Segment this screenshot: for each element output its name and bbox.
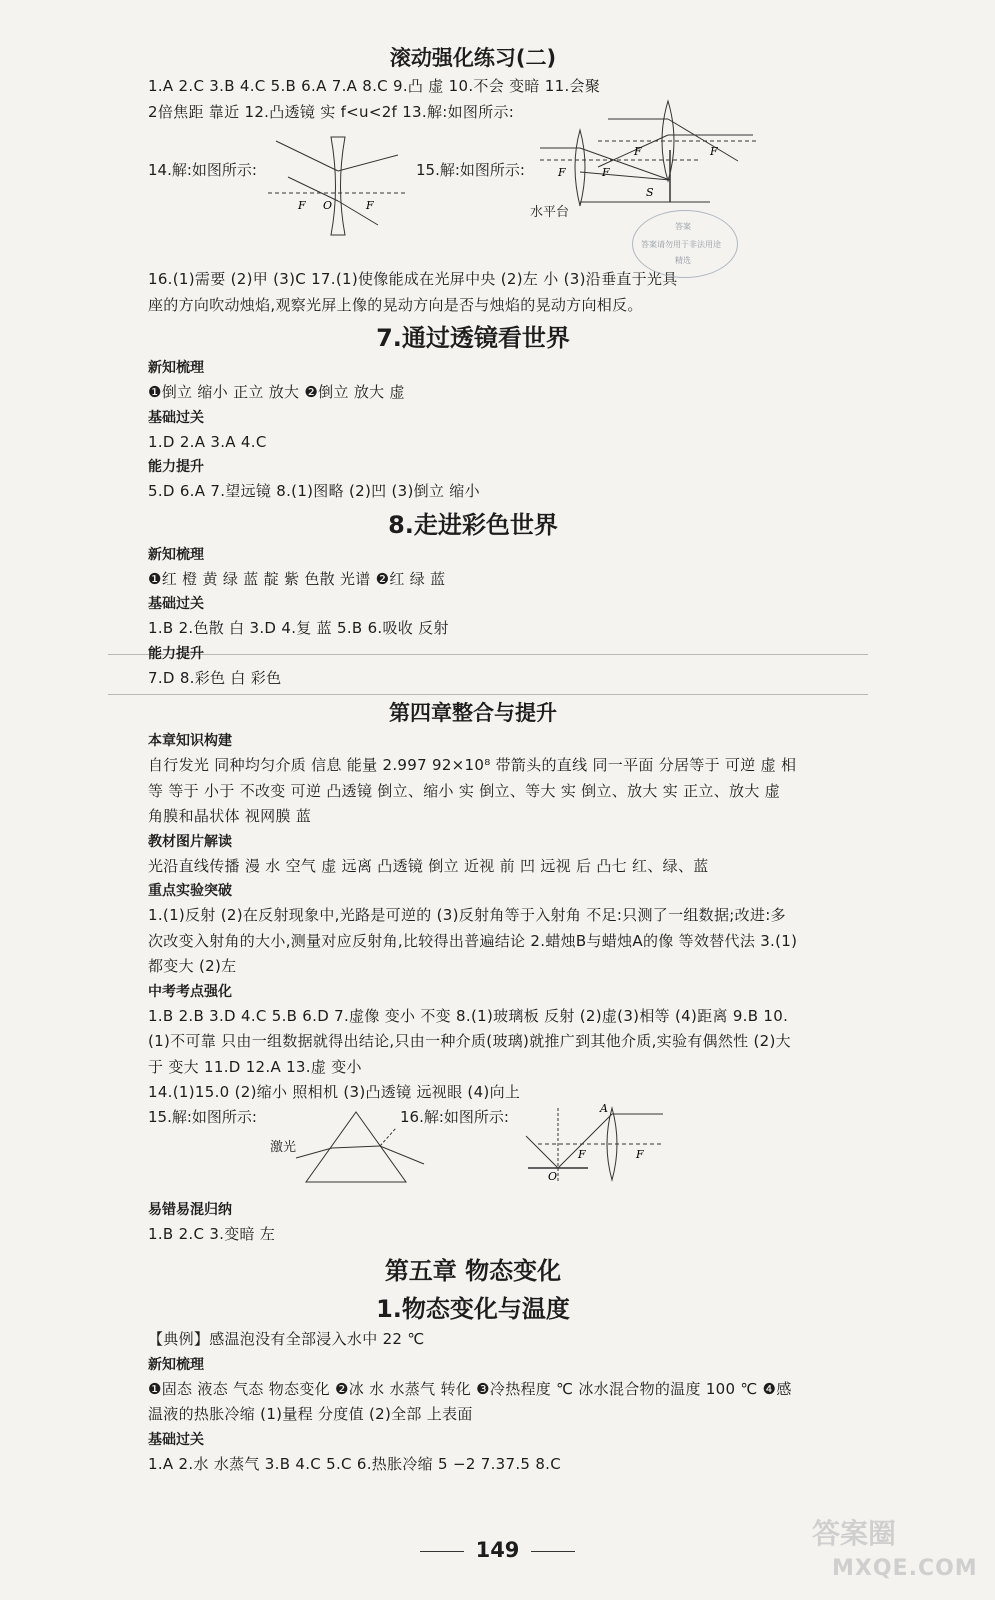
answer-line: 1.D 2.A 3.A 4.C	[148, 432, 267, 451]
answer-paragraph: 1.(1)反射 (2)在反射现象中,光路是可逆的 (3)反射角等于入射角 不足:只测了一组数据;改进:多次改变入射角的大小,测量对应反射角,比较得出普遍结论 2.蜡烛B与蜡烛A的像 等效替代法 3.(1)都变大 (2)左	[148, 906, 798, 975]
figure-row	[148, 1101, 798, 1190]
subsection-heading: 基础过关	[148, 1431, 204, 1448]
section-title: 1.物态变化与温度	[376, 1295, 570, 1323]
answer-line: 14.(1)15.0 (2)缩小 照相机 (3)凸透镜 远视眼 (4)向上	[148, 1083, 521, 1101]
question-label: 14.解:如图所示:	[148, 161, 257, 179]
section-title: 8.走进彩色世界	[388, 510, 558, 539]
chapter-title: 第五章 物态变化	[384, 1257, 562, 1285]
stamp-text: 精选	[675, 256, 691, 265]
stamp	[632, 210, 738, 278]
focus-label: F	[636, 1147, 644, 1161]
source-label: S	[646, 186, 654, 199]
focus-label: F	[298, 199, 306, 212]
focus-label: F	[558, 166, 566, 179]
focus-label: F	[366, 199, 374, 212]
question-label: 15.解:如图所示:	[148, 1107, 257, 1126]
subsection-heading: 教材图片解读	[148, 833, 232, 850]
section-title: 第四章整合与提升	[389, 701, 557, 725]
table-label: 水平台	[530, 205, 570, 220]
answer-line: 1.A 2.C 3.B 4.C 5.B 6.A 7.A 8.C 9.凸 虚 10.不会 变暗 11.会聚	[148, 77, 601, 95]
figure-q14-concave-lens	[268, 131, 408, 231]
question-label: 15.解:如图所示:	[416, 161, 525, 179]
answer-line: ❶倒立 缩小 正立 放大 ❷倒立 放大 虚	[148, 383, 405, 401]
example-line: 【典例】感温泡没有全部浸入水中 22 ℃	[148, 1330, 425, 1348]
stamp-text: 答案请勿用于非法用途	[641, 240, 721, 249]
answer-line: 2倍焦距 靠近 12.凸透镜 实 f<u<2f 13.解:如图所示:	[148, 102, 515, 121]
page-number-dash	[531, 1551, 575, 1552]
page-number-text: 149	[475, 1538, 520, 1562]
subsection-heading: 能力提升	[148, 459, 204, 475]
answer-line: 1.B 2.C 3.变暗 左	[148, 1224, 276, 1243]
figure-mirror-lens	[518, 1101, 668, 1196]
answer-line: 1.A 2.水 水蒸气 3.B 4.C 5.C 6.热胀冷缩 5 −2 7.37.5 8.C	[148, 1454, 561, 1473]
point-label: A	[600, 1101, 608, 1115]
stamp-text: 答案	[675, 222, 691, 231]
watermark-logo: 答案圈	[812, 1517, 897, 1550]
optical-center-label: O	[323, 199, 333, 212]
answer-paragraph: 1.B 2.B 3.D 4.C 5.B 6.D 7.虚像 变小 不变 8.(1)玻璃板 反射 (2)虚(3)相等 (4)距离 9.B 10.(1)不可靠 只由一组数据就得出结论,只由一种介质(玻璃)就推广到其他介质,实验有偶然性 (2)大于 变大 11.D 12.A 13.虚 变小	[148, 1006, 791, 1076]
subsection-heading: 基础过关	[148, 409, 204, 426]
subsection-heading: 本章知识构建	[148, 733, 232, 749]
page-number-dash	[420, 1551, 464, 1552]
subsection-heading: 新知梳理	[148, 1356, 204, 1373]
section-title: 滚动强化练习(二)	[389, 46, 557, 70]
focus-label: F	[710, 145, 718, 158]
section-title: 7.通过透镜看世界	[376, 324, 570, 352]
watermark-url: MXQE.COM	[832, 1556, 978, 1581]
subsection-heading: 能力提升	[148, 645, 204, 662]
answer-line: 座的方向吹动烛焰,观察光屏上像的晃动方向是否与烛焰的晃动方向相反。	[148, 295, 643, 314]
answer-line: 5.D 6.A 7.望远镜 8.(1)图略 (2)凹 (3)倒立 缩小	[148, 482, 480, 500]
answer-line: 7.D 8.彩色 白 彩色	[148, 668, 282, 687]
subsection-heading: 新知梳理	[148, 546, 204, 563]
subsection-heading: 基础过关	[148, 596, 204, 612]
answer-paragraph: 自行发光 同种均匀介质 信息 能量 2.997 92×10⁸ 带箭头的直线 同一平面 分居等于 可逆 虚 相等 等于 小于 不改变 可逆 凸透镜 倒立、缩小 实 倒立、等大 实 倒立、放大 实 正立、放大 虚 角膜和晶状体 视网膜 蓝	[148, 756, 797, 825]
subsection-heading: 新知梳理	[148, 360, 204, 376]
subsection-heading: 易错易混归纳	[148, 1201, 232, 1218]
laser-label: 激光	[270, 1139, 297, 1155]
answer-paragraph: ❶固态 液态 气态 物态变化 ❷冰 水 水蒸气 转化 ❸冷热程度 ℃ 冰水混合物的温度 100 ℃ ❹感温液的热胀冷缩 (1)量程 分度值 (2)全部 上表面	[148, 1379, 792, 1423]
question-label: 16.解:如图所示:	[400, 1107, 509, 1126]
subsection-heading: 重点实验突破	[148, 883, 232, 899]
answer-paragraph: 光沿直线传播 漫 水 空气 虚 远离 凸透镜 倒立 近视 前 凹 远视 后 凸七 红、绿、蓝	[148, 856, 709, 875]
answer-line: ❶红 橙 黄 绿 蓝 靛 紫 色散 光谱 ❷红 绿 蓝	[148, 569, 446, 588]
focus-label: F	[578, 1147, 586, 1161]
answer-line: 16.(1)需要 (2)甲 (3)C 17.(1)使像能成在光屏中央 (2)左 小 (3)沿垂直于光具	[148, 270, 678, 288]
optical-center-label: O	[548, 1169, 558, 1183]
focus-label: F	[602, 166, 610, 179]
focus-label: F	[634, 145, 642, 158]
subsection-heading: 中考考点强化	[148, 983, 232, 1000]
answer-line: 1.B 2.色散 白 3.D 4.复 蓝 5.B 6.吸收 反射	[148, 619, 449, 637]
